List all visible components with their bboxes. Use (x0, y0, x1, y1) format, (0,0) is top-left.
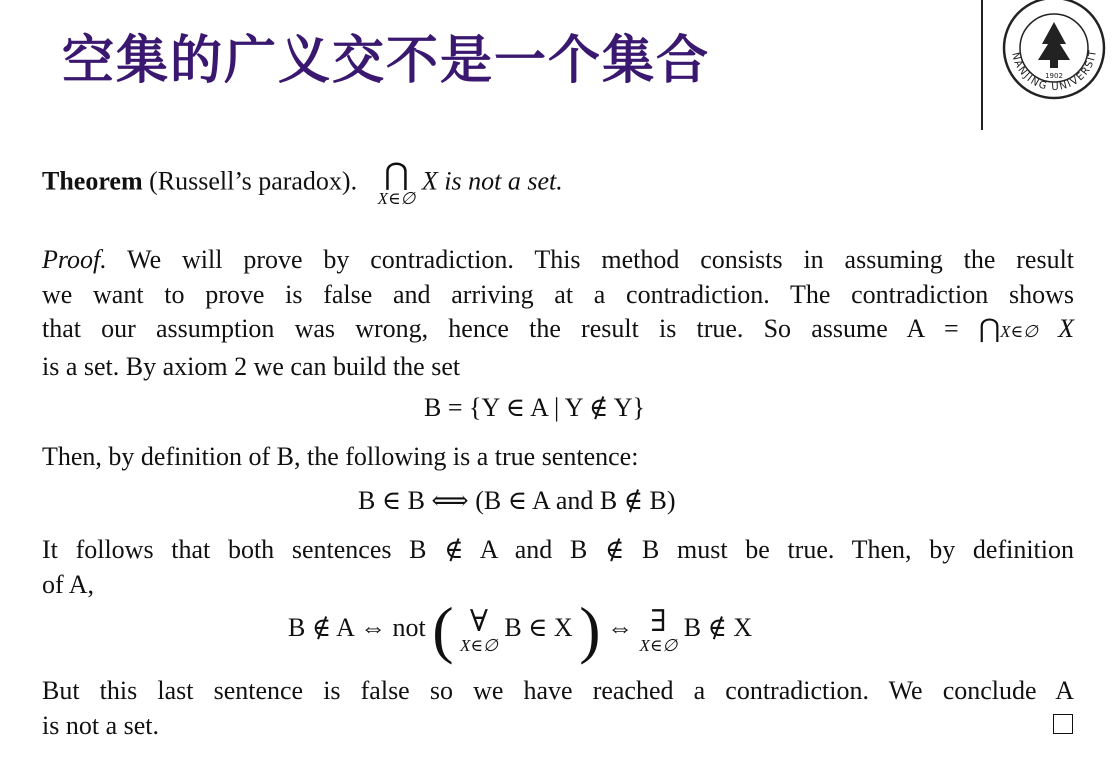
big-intersection: ⋂ X∈∅ (377, 158, 416, 208)
forall-symbol: ∀ X∈∅ (460, 604, 498, 655)
university-seal-logo (998, 0, 1110, 104)
theorem-label: Theorem (42, 166, 143, 196)
header-divider (981, 0, 983, 130)
theorem-statement (42, 160, 563, 207)
proof-label: Proof. (42, 245, 107, 274)
exists-symbol: ∃ X∈∅ (639, 604, 678, 655)
follows-paragraph: It follows that both sentences B ∉ A and B ∉ B must be true. Then, by definition of A, (42, 535, 1074, 599)
theorem-text: X is not a set. (421, 166, 563, 196)
qed-box (1053, 714, 1073, 734)
logo-year: 1902 (1045, 72, 1063, 80)
slide-title: 空集的广义交不是一个集合 (62, 31, 711, 91)
then-sentence: Then, by definition of B, the following is a true sentence: (42, 442, 639, 471)
proof-paragraph: Proof. We will prove by contradiction. This method consists in assuming the result we want to prove is false and arriving at a contradiction. The contradiction shows that our assumption was wrong, hence the result is true. So assume A = ⋂X∈∅ X is a set. By axiom 2 we can build the set (42, 245, 1075, 381)
logo-text: NANJING UNIVERSIT (1009, 48, 1100, 94)
equation-b-in-b: B ∈ B ⟺ (B ∈ A and B ∉ B) (358, 486, 676, 515)
conclusion-paragraph: But this last sentence is false so we have reached a contradiction. We conclude A is not a set. (42, 676, 1074, 740)
equation-quantifiers: B ∉ A ⇔ not ( ∀ X∈∅ B ∈ X ) ⇔ ∃ X∈∅ B ∉ X (288, 594, 753, 665)
equation-set-b: B = {Y ∈ A | Y ∉ Y} (424, 393, 646, 422)
theorem-name: (Russell’s paradox). (149, 166, 358, 196)
